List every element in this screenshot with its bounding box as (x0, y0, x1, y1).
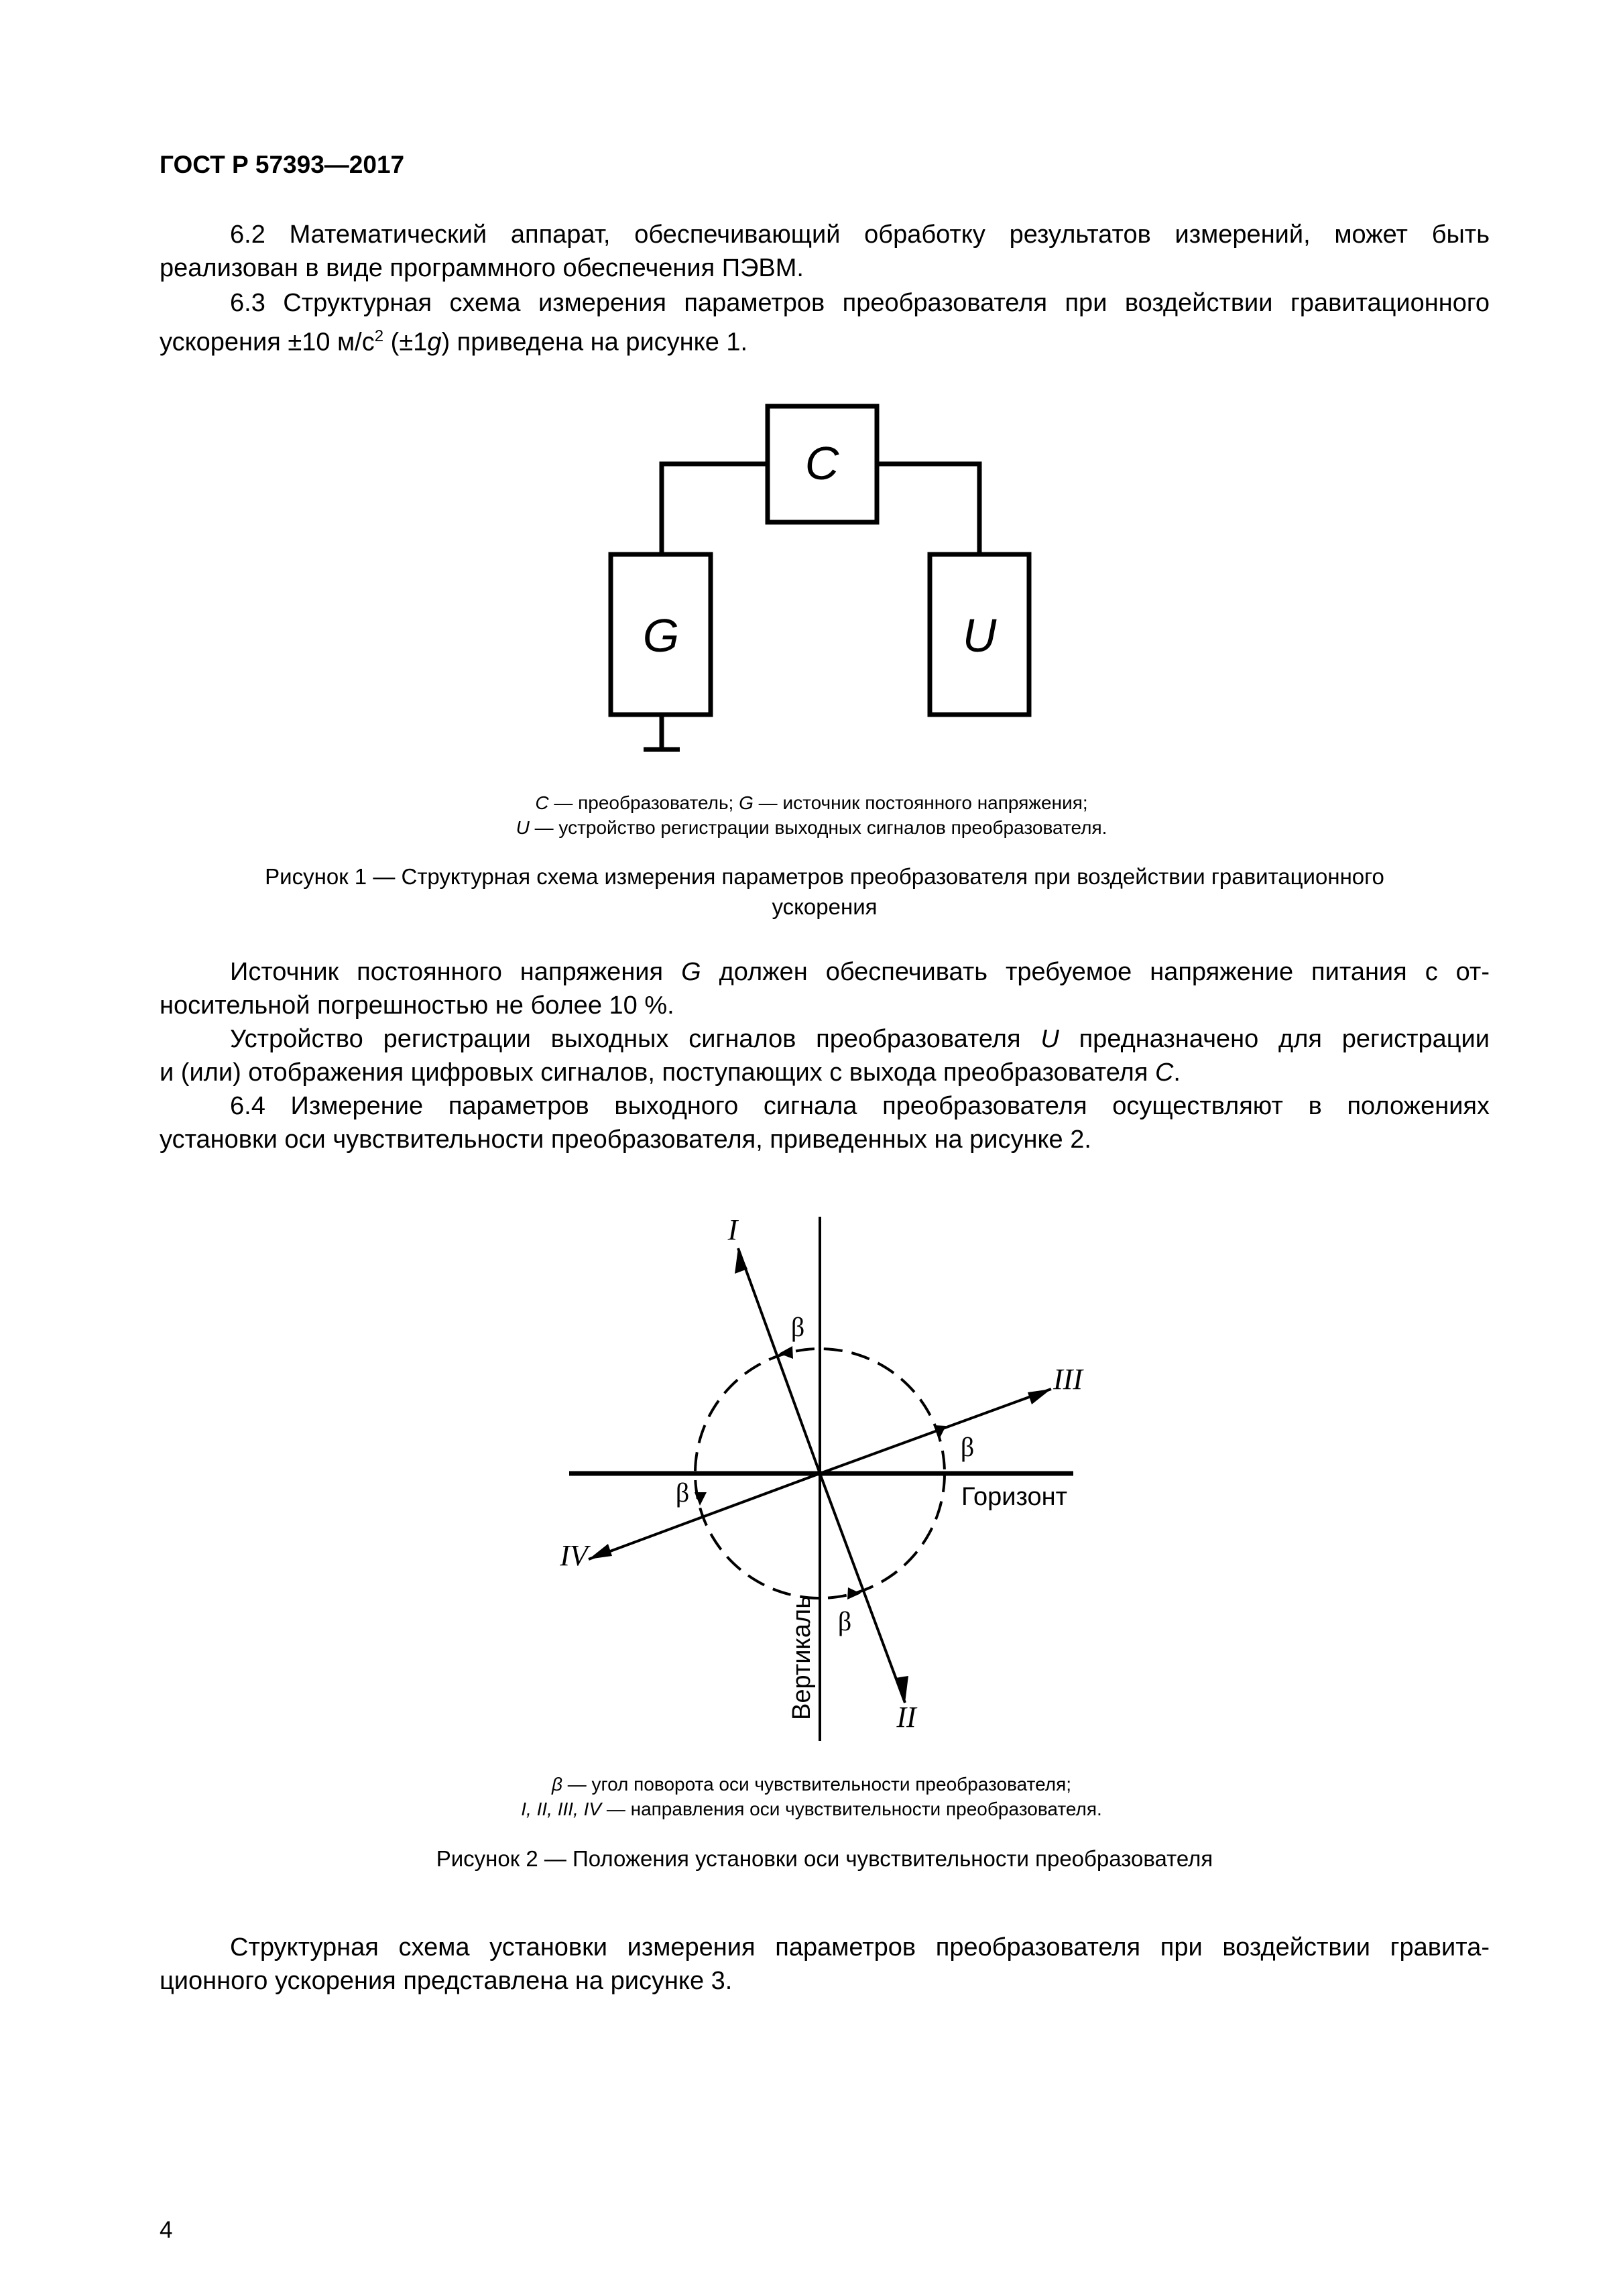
label-i: I (727, 1213, 738, 1246)
text-run: ускорения ±10 м/с (160, 328, 375, 357)
text-run: — устройство регистрации выходных сигналов преобразователя. (529, 817, 1107, 838)
figure-2-caption: Рисунок 2 — Положения установки оси чувствительности преобразователя (436, 1846, 1213, 1871)
italic-symbol: G (739, 792, 754, 813)
text-run: — преобразователь; (548, 792, 739, 813)
italic-symbol: C (1154, 1059, 1174, 1087)
text-run: и (или) отображения цифровых сигналов, поступающих с выхода преобразователя (160, 1059, 1155, 1087)
text-run: . (1173, 1059, 1181, 1087)
paragraph-line: 6.3 Структурная схема измерения параметров преобразователя при воздействии гравитационного (230, 289, 1490, 317)
box-g-label: G (642, 609, 680, 662)
vertical-label: Вертикаль (788, 1595, 816, 1720)
label-iv: IV (560, 1539, 588, 1572)
caption-line: Рисунок 1 — Структурная схема измерения параметров преобразователя при воздействии гравитационного (265, 864, 1384, 889)
box-c-label: C (804, 437, 839, 489)
box-u-label: U (962, 609, 997, 662)
axis-ii-arrowhead (896, 1676, 908, 1703)
beta-top: β (790, 1312, 805, 1342)
italic-symbol: U (516, 817, 530, 838)
label-ii: II (896, 1701, 916, 1734)
legend-line (0, 1797, 1623, 1821)
paragraph-line: ционного ускорения представлена на рисунке 3. (160, 1967, 733, 1995)
text-run: ) приведена на рисунке 1. (441, 328, 748, 357)
paragraph-line: 6.4 Измерение параметров выходного сигнала преобразователя осуществляют в положениях (230, 1092, 1490, 1120)
text-run: — направления оси чувствительности преобразователя. (601, 1799, 1102, 1819)
superscript: 2 (374, 327, 384, 345)
paragraph-line: носительной погрешностью не более 10 %. (160, 991, 674, 1020)
beta-arrow-left (695, 1492, 707, 1506)
paragraph-line: установки оси чувствительности преобразователя, приведенных на рисунке 2. (160, 1126, 1091, 1154)
italic-symbol: C (535, 792, 549, 813)
caption-line: ускорения (772, 894, 878, 919)
axis-ii (820, 1473, 905, 1703)
italic-symbol: I, II, III, IV (521, 1799, 602, 1819)
text-run: Устройство регистрации выходных сигналов преобразователя (230, 1025, 1041, 1053)
text-run: предназначено для регистрации (1059, 1025, 1490, 1053)
beta-right: β (960, 1432, 975, 1462)
beta-arrow-bottom (847, 1587, 861, 1599)
text-run: должен обеспечивать требуемое напряжение питания с от- (701, 958, 1490, 986)
legend-line (0, 1772, 1623, 1797)
horizon-label: Горизонт (961, 1483, 1068, 1511)
beta-left: β (675, 1477, 690, 1508)
italic-symbol: G (681, 958, 701, 986)
text-run: (±1 (383, 328, 428, 357)
italic-symbol: β (551, 1774, 562, 1795)
label-iii: III (1053, 1363, 1083, 1396)
axis-i (738, 1248, 820, 1473)
paragraph-line: реализован в виде программного обеспечения ПЭВМ. (160, 254, 804, 282)
paragraph-line: 6.2 Математический аппарат, обеспечивающий обработку результатов измерений, может быть (230, 221, 1490, 249)
italic-symbol: g (427, 328, 442, 357)
axis-iii-arrowhead (1028, 1389, 1051, 1404)
paragraph-line: Структурная схема установки измерения параметров преобразователя при воздействии гравита- (230, 1933, 1490, 1961)
page-number: 4 (160, 2217, 173, 2243)
figure-2-legend (0, 1772, 1623, 1821)
beta-arrow-top (779, 1346, 793, 1359)
text-run: — угол поворота оси чувствительности преобразователя; (562, 1774, 1072, 1795)
axis-iii (820, 1389, 1051, 1473)
axis-iv-arrowhead (589, 1544, 612, 1559)
italic-symbol: U (1040, 1025, 1059, 1053)
text-run: — источник постоянного напряжения; (753, 792, 1088, 813)
axis-iv (589, 1473, 820, 1559)
paragraph-last (160, 1931, 1490, 1998)
text-run: Источник постоянного напряжения (230, 958, 682, 986)
beta-bottom: β (837, 1606, 852, 1636)
document-code: ГОСТ Р 57393—2017 (160, 151, 405, 178)
